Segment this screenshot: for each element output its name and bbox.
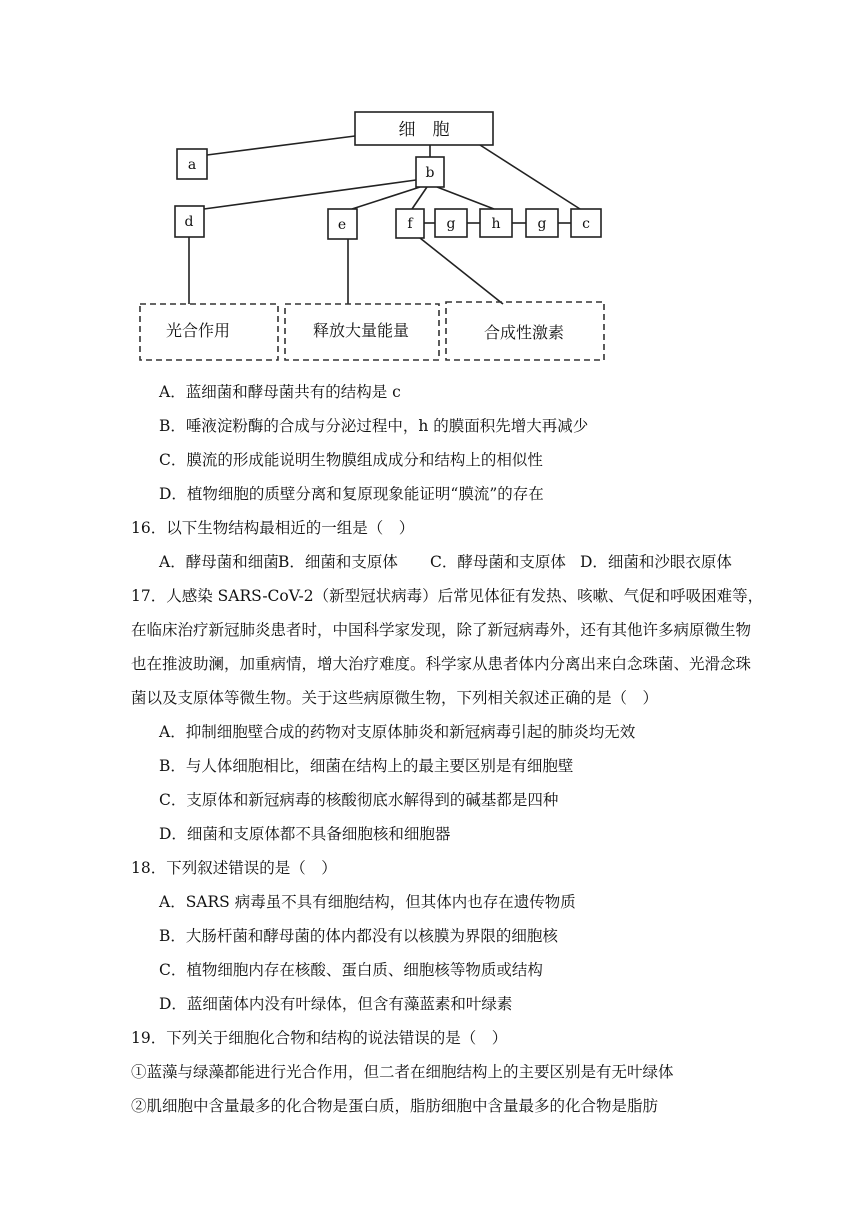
q17-option-a: A．抑制细胞壁合成的药物对支原体肺炎和新冠病毒引起的肺炎均无效 — [159, 723, 636, 741]
link-root-a — [207, 136, 355, 155]
q17-stem-line-1: 17．人感染 SARS-CoV-2（新型冠状病毒）后常见体征有发热、咳嗽、气促和呼吸困难等， — [131, 587, 764, 605]
q17-option-b: B．与人体细胞相比，细菌在结构上的最主要区别是有细胞壁 — [159, 757, 574, 775]
q18-option-b: B．大肠杆菌和酵母菌的体内都没有以核膜为界限的细胞核 — [159, 927, 558, 945]
q16-option-d: D．细菌和沙眼衣原体 — [580, 553, 732, 571]
node-g2-label: g — [537, 216, 547, 232]
q15-option-c: C．膜流的形成能说明生物膜组成成分和结构上的相似性 — [159, 451, 543, 469]
q19-item-1: ①蓝藻与绿藻都能进行光合作用，但二者在细胞结构上的主要区别是有无叶绿体 — [131, 1063, 674, 1081]
link-b-h — [437, 187, 494, 209]
q15-option-a: A．蓝细菌和酵母菌共有的结构是 c — [159, 383, 401, 401]
node-g1-label: g — [446, 216, 456, 232]
q18-stem: 18．下列叙述错误的是（ ） — [131, 859, 337, 877]
q15-option-d: D．植物细胞的质壁分离和复原现象能证明“膜流”的存在 — [159, 485, 544, 503]
cell-structure-diagram — [0, 0, 860, 370]
link-f-hormone — [420, 238, 503, 304]
link-b-f — [412, 187, 427, 209]
function-label-photosynthesis: 光合作用 — [165, 321, 231, 340]
function-label-energy: 释放大量能量 — [312, 321, 410, 340]
q17-option-d: D．细菌和支原体都不具备细胞核和细胞器 — [159, 825, 451, 843]
link-b-d — [204, 180, 416, 209]
q15-option-b: B．唾液淀粉酶的合成与分泌过程中，h 的膜面积先增大再减少 — [159, 417, 589, 435]
function-label-hormone: 合成性激素 — [483, 323, 565, 342]
node-e-label: e — [337, 217, 347, 233]
q18-option-c: C．植物细胞内存在核酸、蛋白质、细胞核等物质或结构 — [159, 961, 543, 979]
q19-stem: 19．下列关于细胞化合物和结构的说法错误的是（ ） — [131, 1029, 508, 1047]
node-d-label: d — [184, 214, 194, 230]
link-root-c — [480, 145, 580, 209]
link-b-e — [352, 187, 420, 209]
q16-option-b: B．细菌和支原体 — [278, 553, 398, 571]
q17-stem-line-4: 菌以及支原体等微生物。关于这些病原微生物，下列相关叙述正确的是（ ） — [131, 689, 659, 707]
q18-option-a: A．SARS 病毒虽不具有细胞结构，但其体内也存在遗传物质 — [159, 893, 576, 911]
root-label: 细 胞 — [398, 120, 450, 140]
q16-option-a: A．酵母菌和细菌 — [159, 553, 279, 571]
node-c-label: c — [582, 216, 590, 232]
q17-stem-line-2: 在临床治疗新冠肺炎患者时，中国科学家发现，除了新冠病毒外，还有其他许多病原微生物 — [131, 621, 752, 639]
q19-item-2: ②肌细胞中含量最多的化合物是蛋白质，脂肪细胞中含量最多的化合物是脂肪 — [131, 1097, 659, 1115]
q16-stem: 16．以下生物结构最相近的一组是（ ） — [131, 519, 415, 537]
node-a-label: a — [187, 157, 197, 173]
q16-option-c: C．酵母菌和支原体 — [430, 553, 566, 571]
node-b-label: b — [425, 165, 435, 181]
node-h-label: h — [491, 216, 501, 232]
q17-option-c: C．支原体和新冠病毒的核酸彻底水解得到的碱基都是四种 — [159, 791, 559, 809]
node-f-label: f — [407, 216, 413, 232]
q18-option-d: D．蓝细菌体内没有叶绿体，但含有藻蓝素和叶绿素 — [159, 995, 513, 1013]
q17-stem-line-3: 也在推波助澜，加重病情，增大治疗难度。科学家从患者体内分离出来白念珠菌、光滑念珠 — [131, 655, 752, 673]
